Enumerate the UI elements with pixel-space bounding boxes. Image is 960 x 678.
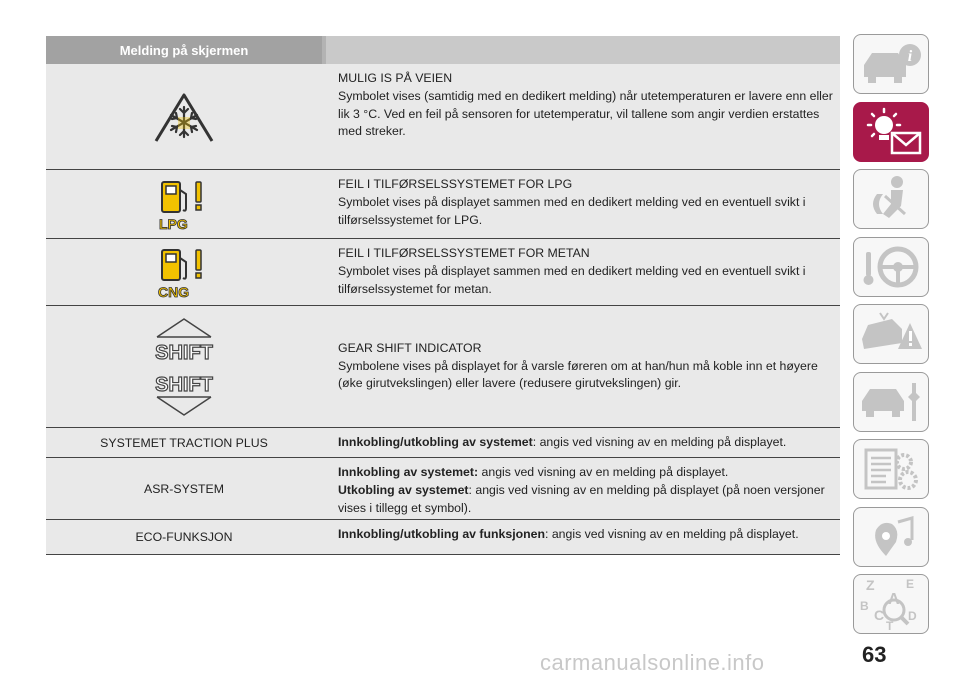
- message-table: [46, 36, 840, 555]
- tab-maintenance[interactable]: [853, 372, 929, 432]
- row-text-line: vises i tillegg et symbol).: [338, 500, 472, 515]
- cng-fuel-warning-icon: [156, 244, 212, 300]
- tab-car-info[interactable]: [853, 34, 929, 94]
- page-number: 63: [862, 642, 887, 667]
- tab-emergency[interactable]: [853, 304, 929, 364]
- row-text-line: Symbolene vises på displayet for å varsle føreren om at han/hun må koble inn et høyere: [338, 358, 818, 373]
- table-row: [46, 64, 840, 170]
- row-text: [322, 520, 840, 554]
- index-letter: D: [908, 609, 917, 623]
- row-text: [322, 458, 840, 519]
- tab-starting-driving[interactable]: [853, 237, 929, 297]
- row-text-line: Symbolet vises (samtidig med en dedikert melding) når utetemperaturen er lavere enn eller: [338, 88, 833, 103]
- row-text-line: med streker.: [338, 124, 406, 139]
- car-info-icon: [858, 41, 924, 87]
- tab-technical-data[interactable]: [853, 439, 929, 499]
- row-bold-text: Innkobling av systemet:: [338, 465, 479, 479]
- index-letter: Z: [866, 577, 875, 593]
- warning-light-message-icon: [858, 107, 924, 157]
- row-label: ECO-FUNKSJON: [135, 530, 233, 544]
- table-row: [46, 170, 840, 239]
- multimedia-music-icon: [858, 512, 924, 562]
- shift-down-label: SHIFT: [155, 373, 213, 396]
- index-letter: B: [860, 599, 869, 613]
- row-text-rest: : angis ved visning av en melding på displayet (på noen versjoner: [468, 482, 825, 497]
- row-title: GEAR SHIFT INDICATOR: [338, 340, 482, 355]
- document-gear-icon: [858, 444, 924, 494]
- row-bold-text: Innkobling/utkobling av funksjonen: [338, 527, 545, 541]
- icon-cell: [46, 239, 322, 305]
- row-text-rest: angis ved visning av en melding på displayet.: [478, 465, 729, 479]
- table-row: [46, 520, 840, 555]
- header-empty-cell: [326, 36, 840, 64]
- car-accident-icon: [858, 309, 924, 359]
- table-header: [46, 36, 840, 64]
- row-text: [322, 170, 840, 238]
- row-text-line: lik 3 °C. Ved en feil på sensoren for utetemperatur, vil tallene som angir verdien erstattes: [338, 106, 820, 121]
- row-label: ASR-SYSTEM: [144, 481, 224, 496]
- row-title: MULIG IS PÅ VEIEN: [338, 71, 453, 85]
- tab-index[interactable]: [853, 574, 929, 634]
- row-text-rest: : angis ved visning av en melding på displayet.: [532, 435, 787, 449]
- row-text: [322, 239, 840, 305]
- icon-cell: [46, 306, 322, 427]
- tab-multimedia[interactable]: [853, 507, 929, 567]
- watermark: carmanualsonline.info: [540, 650, 765, 675]
- steering-wheel-key-icon: [860, 242, 922, 292]
- tab-warning-lights[interactable]: [853, 102, 929, 162]
- row-title: FEIL I TILFØRSELSSYSTEMET FOR METAN: [338, 246, 590, 260]
- lpg-icon-label: LPG: [159, 216, 188, 232]
- row-bold-text: Utkobling av systemet: [338, 482, 469, 497]
- tab-safety[interactable]: [853, 169, 929, 229]
- row-text-line: Symbolet vises på displayet sammen med en dedikert melding ved en eventuell svikt i: [338, 263, 806, 278]
- row-text: [322, 306, 840, 427]
- table-row: [46, 306, 840, 428]
- row-text-line: tilførselssystemet for LPG.: [338, 212, 483, 227]
- header-message-on-screen: Melding på skjermen: [46, 36, 322, 64]
- lpg-fuel-warning-icon: [156, 176, 212, 232]
- chapter-tabs: [853, 34, 929, 642]
- gear-shift-indicator-icon: [149, 315, 219, 419]
- icon-cell: [46, 64, 322, 169]
- cng-icon-label: CNG: [158, 284, 190, 300]
- ice-warning-icon: [152, 89, 216, 145]
- index-letter: E: [906, 577, 915, 591]
- row-text-line: tilførselssystemet for metan.: [338, 281, 492, 296]
- airbag-seat-icon: [861, 174, 921, 224]
- table-row: [46, 239, 840, 306]
- icon-cell: [46, 170, 322, 238]
- row-label: SYSTEMET TRACTION PLUS: [100, 435, 268, 450]
- shift-up-label: SHIFT: [155, 341, 213, 364]
- car-service-icon: [858, 377, 924, 427]
- table-row: [46, 428, 840, 458]
- row-text-line: Symbolet vises på displayet sammen med en dedikert melding ved en eventuell svikt i: [338, 194, 806, 209]
- index-letter: A: [888, 591, 900, 608]
- row-title: FEIL I TILFØRSELSSYSTEMET FOR LPG: [338, 177, 573, 191]
- table-row: [46, 458, 840, 520]
- index-letter: C: [874, 607, 885, 623]
- row-text: [322, 64, 840, 169]
- index-letter: T: [886, 619, 894, 632]
- row-text: [322, 428, 840, 457]
- svg-text:i: i: [907, 48, 913, 65]
- row-bold-text: Innkobling/utkobling av systemet: [338, 435, 533, 449]
- alphabetical-index-icon: [858, 576, 924, 632]
- row-text-rest: : angis ved visning av en melding på displayet.: [545, 527, 799, 541]
- row-text-line: (øke girutvekslingen) eller lavere (redusere girutvekslingen) gir.: [338, 376, 682, 391]
